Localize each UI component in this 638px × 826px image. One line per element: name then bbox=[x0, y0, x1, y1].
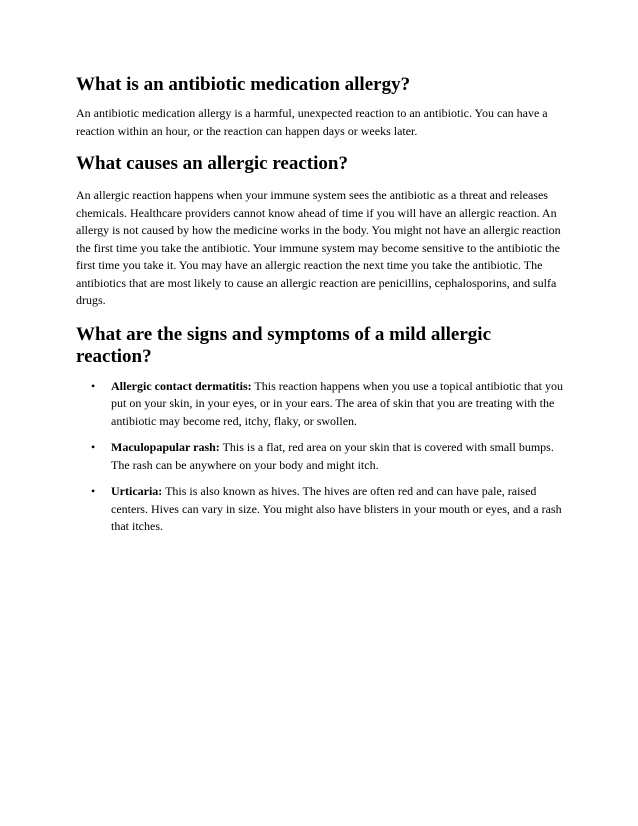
bullet-icon: • bbox=[91, 484, 96, 498]
symptoms-list bbox=[76, 378, 564, 536]
bullet-term: Urticaria: bbox=[111, 484, 163, 498]
bullet-term: Allergic contact dermatitis: bbox=[111, 378, 252, 393]
section-heading-signs-symptoms: What are the signs and symptoms of a mild allergic reaction? bbox=[76, 323, 492, 367]
list-item bbox=[76, 439, 564, 474]
section-body-causes: An allergic reaction happens when your immune system sees the antibiotic as a threat and releases chemicals. Healthcare providers cannot know ahead of time if you will have an allergic reaction. An allergy is not caused by how the medicine works in the body. You might not have an allergic reaction the first time you take the antibiotic. Your immune system may become sensitive to the antibiotic the first time you take it. You may have an allergic reaction the next time you take the antibiotic. The antibiotics that are most likely to cause an allergic reaction are penicillins, cephalosporins, and sulfa drugs. bbox=[76, 188, 561, 307]
bullet-text: This is also known as hives. The hives are often red and can have pale, raised centers. Hives can vary in size. You might also have blisters in your mouth or eyes, and a rash that itches. bbox=[111, 484, 562, 533]
bullet-text: This reaction happens when you use a topical antibiotic that you put on your skin, in your eyes, or in your ears. The area of skin that you are treating with the antibiotic may become red, itchy, flaky, or swollen. bbox=[111, 378, 563, 428]
list-item bbox=[76, 378, 564, 431]
section-body-allergy-definition: An antibiotic medication allergy is a harmful, unexpected reaction to an antibiotic. You can have a reaction within an hour, or the reaction can happen days or weeks later. bbox=[76, 106, 548, 138]
bullet-text: This is a flat, red area on your skin that is covered with small bumps. The rash can be anywhere on your body and might itch. bbox=[111, 440, 554, 472]
bullet-icon: • bbox=[91, 440, 96, 454]
document-page bbox=[76, 74, 564, 545]
section-heading-causes: What causes an allergic reaction? bbox=[76, 153, 348, 174]
bullet-icon: • bbox=[91, 378, 96, 393]
bullet-term: Maculopapular rash: bbox=[111, 440, 220, 454]
list-item bbox=[76, 483, 564, 536]
section-heading-allergy-definition: What is an antibiotic medication allergy? bbox=[76, 74, 411, 95]
